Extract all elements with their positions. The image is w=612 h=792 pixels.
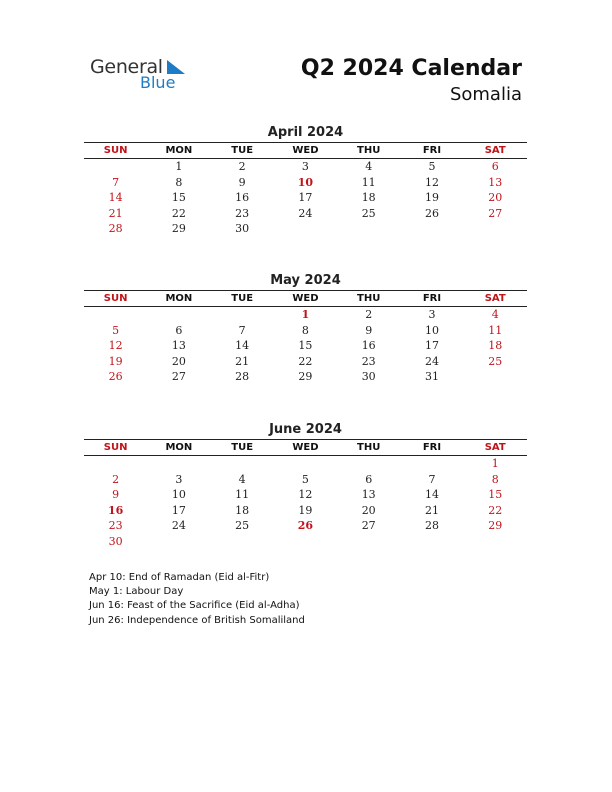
empty-day-cell bbox=[400, 534, 463, 550]
day-cell: 4 bbox=[365, 160, 373, 173]
weekday-header bbox=[84, 290, 527, 307]
day-cell: 11 bbox=[488, 323, 503, 337]
weekday-mon: MON bbox=[165, 293, 193, 304]
empty-day-cell bbox=[211, 307, 274, 323]
day-cell: 10 bbox=[297, 175, 314, 189]
logo-text-blue: Blue bbox=[140, 73, 176, 92]
week-row bbox=[84, 175, 527, 191]
weekday-header bbox=[84, 142, 527, 159]
day-cell: 3 bbox=[175, 472, 183, 486]
day-cell: 14 bbox=[424, 488, 439, 502]
week-row bbox=[84, 206, 527, 222]
week-row bbox=[84, 323, 527, 339]
month-title: May 2024 bbox=[270, 273, 341, 288]
day-cell: 3 bbox=[428, 308, 436, 321]
month-june bbox=[84, 421, 527, 550]
weekday-tue: TUE bbox=[231, 442, 254, 453]
weekday-wed: WED bbox=[292, 442, 319, 453]
day-cell: 9 bbox=[238, 175, 246, 189]
weekday-thu: THU bbox=[357, 145, 381, 156]
day-cell: 13 bbox=[361, 488, 376, 502]
logo-flag-icon bbox=[167, 60, 185, 74]
day-cell: 15 bbox=[171, 191, 186, 205]
day-cell: 12 bbox=[108, 339, 123, 353]
day-cell: 29 bbox=[171, 222, 186, 236]
week-row bbox=[84, 503, 527, 519]
day-cell: 16 bbox=[361, 339, 376, 353]
weekday-sat: SAT bbox=[484, 442, 506, 453]
day-cell: 26 bbox=[297, 519, 314, 533]
day-cell: 21 bbox=[235, 354, 250, 368]
week-row bbox=[84, 472, 527, 488]
weekday-wed: WED bbox=[292, 145, 319, 156]
empty-day-cell bbox=[400, 456, 463, 472]
day-cell: 28 bbox=[424, 519, 439, 533]
empty-day-cell bbox=[464, 534, 527, 550]
day-cell: 2 bbox=[365, 308, 373, 321]
month-title: April 2024 bbox=[267, 125, 344, 140]
day-cell: 20 bbox=[488, 191, 503, 205]
weekday-mon: MON bbox=[165, 442, 193, 453]
empty-day-cell bbox=[147, 456, 210, 472]
month-title: June 2024 bbox=[269, 422, 342, 437]
weekday-wed: WED bbox=[292, 293, 319, 304]
empty-day-cell bbox=[274, 534, 337, 550]
day-cell: 5 bbox=[301, 472, 309, 486]
day-cell: 15 bbox=[488, 488, 503, 502]
week-row bbox=[84, 456, 527, 472]
day-cell: 10 bbox=[424, 323, 439, 337]
day-cell: 16 bbox=[107, 503, 124, 517]
day-cell: 12 bbox=[424, 175, 439, 189]
empty-day-cell bbox=[84, 456, 147, 472]
day-cell: 6 bbox=[491, 160, 499, 173]
empty-day-cell bbox=[211, 534, 274, 550]
day-cell: 5 bbox=[112, 323, 120, 337]
day-cell: 5 bbox=[428, 160, 436, 173]
day-cell: 20 bbox=[361, 503, 376, 517]
day-cell: 2 bbox=[238, 160, 246, 173]
empty-day-cell bbox=[337, 534, 400, 550]
day-cell: 14 bbox=[108, 191, 123, 205]
day-cell: 21 bbox=[424, 503, 439, 517]
weekday-sat: SAT bbox=[484, 145, 506, 156]
day-cell: 19 bbox=[424, 191, 439, 205]
day-cell: 11 bbox=[235, 488, 250, 502]
day-cell: 23 bbox=[361, 354, 376, 368]
weekday-mon: MON bbox=[165, 145, 193, 156]
weekday-tue: TUE bbox=[231, 293, 254, 304]
weekday-header bbox=[84, 439, 527, 456]
day-cell: 24 bbox=[298, 206, 313, 220]
day-cell: 7 bbox=[428, 472, 436, 486]
empty-day-cell bbox=[274, 456, 337, 472]
holiday-note: Jun 26: Independence of British Somaliland bbox=[89, 614, 305, 626]
week-row bbox=[84, 338, 527, 354]
weekday-thu: THU bbox=[357, 442, 381, 453]
day-cell: 27 bbox=[171, 370, 186, 384]
day-cell: 16 bbox=[235, 191, 250, 205]
empty-day-cell bbox=[400, 221, 463, 237]
brand-logo bbox=[90, 56, 190, 96]
day-cell: 18 bbox=[235, 503, 250, 517]
weekday-fri: FRI bbox=[422, 145, 442, 156]
day-cell: 4 bbox=[491, 308, 499, 321]
empty-day-cell bbox=[464, 221, 527, 237]
day-cell: 22 bbox=[298, 354, 313, 368]
day-cell: 7 bbox=[238, 323, 246, 337]
day-cell: 30 bbox=[361, 370, 376, 384]
day-cell: 13 bbox=[488, 175, 503, 189]
day-cell: 1 bbox=[175, 160, 183, 173]
holiday-note: May 1: Labour Day bbox=[89, 586, 184, 598]
day-cell: 18 bbox=[361, 191, 376, 205]
week-row bbox=[84, 221, 527, 237]
day-cell: 22 bbox=[171, 206, 186, 220]
week-row bbox=[84, 534, 527, 550]
day-cell: 27 bbox=[361, 519, 376, 533]
month-may bbox=[84, 272, 527, 385]
day-cell: 31 bbox=[424, 370, 439, 384]
day-cell: 21 bbox=[108, 206, 123, 220]
day-cell: 19 bbox=[298, 503, 313, 517]
day-cell: 25 bbox=[488, 354, 503, 368]
week-row bbox=[84, 190, 527, 206]
day-cell: 28 bbox=[235, 370, 250, 384]
day-cell: 8 bbox=[491, 472, 499, 486]
day-cell: 24 bbox=[171, 519, 186, 533]
day-cell: 9 bbox=[112, 488, 120, 502]
day-cell: 30 bbox=[235, 222, 250, 236]
empty-day-cell bbox=[274, 221, 337, 237]
weekday-sat: SAT bbox=[484, 293, 506, 304]
country-name: Somalia bbox=[449, 84, 522, 105]
month-april bbox=[84, 124, 527, 237]
day-cell: 6 bbox=[175, 323, 183, 337]
day-cell: 8 bbox=[301, 323, 309, 337]
holiday-note: Apr 10: End of Ramadan (Eid al-Fitr) bbox=[89, 572, 270, 583]
day-cell: 6 bbox=[365, 472, 373, 486]
empty-day-cell bbox=[84, 159, 147, 175]
day-cell: 17 bbox=[424, 339, 439, 353]
day-cell: 18 bbox=[488, 339, 503, 353]
day-cell: 1 bbox=[491, 457, 499, 470]
day-cell: 20 bbox=[171, 354, 186, 368]
week-row bbox=[84, 369, 527, 385]
day-cell: 4 bbox=[238, 472, 246, 486]
week-row bbox=[84, 307, 527, 323]
day-cell: 29 bbox=[298, 370, 313, 384]
day-cell: 23 bbox=[235, 206, 250, 220]
day-cell: 8 bbox=[175, 175, 183, 189]
week-row bbox=[84, 354, 527, 370]
holiday-note: Jun 16: Feast of the Sacrifice (Eid al-Adha) bbox=[89, 600, 300, 612]
holiday-notes bbox=[89, 571, 305, 628]
weekday-fri: FRI bbox=[422, 293, 442, 304]
day-cell: 29 bbox=[488, 519, 503, 533]
day-cell: 15 bbox=[298, 339, 313, 353]
empty-day-cell bbox=[337, 221, 400, 237]
day-cell: 3 bbox=[301, 160, 309, 173]
page-title: Q2 2024 Calendar bbox=[300, 56, 522, 81]
day-cell: 13 bbox=[171, 339, 186, 353]
week-row bbox=[84, 487, 527, 503]
weekday-tue: TUE bbox=[231, 145, 254, 156]
day-cell: 23 bbox=[108, 519, 123, 533]
day-cell: 9 bbox=[365, 323, 373, 337]
logo-text-general: General bbox=[90, 56, 163, 78]
empty-day-cell bbox=[147, 534, 210, 550]
day-cell: 2 bbox=[112, 472, 120, 486]
empty-day-cell bbox=[84, 307, 147, 323]
day-cell: 28 bbox=[108, 222, 123, 236]
day-cell: 30 bbox=[108, 534, 123, 548]
day-cell: 27 bbox=[488, 206, 503, 220]
day-cell: 12 bbox=[298, 488, 313, 502]
day-cell: 10 bbox=[171, 488, 186, 502]
weekday-sun: SUN bbox=[103, 145, 128, 156]
day-cell: 7 bbox=[112, 175, 120, 189]
day-cell: 26 bbox=[424, 206, 439, 220]
day-cell: 1 bbox=[301, 308, 310, 321]
weekday-sun: SUN bbox=[103, 293, 128, 304]
day-cell: 24 bbox=[424, 354, 439, 368]
weekday-fri: FRI bbox=[422, 442, 442, 453]
day-cell: 19 bbox=[108, 354, 123, 368]
empty-day-cell bbox=[464, 369, 527, 385]
day-cell: 14 bbox=[235, 339, 250, 353]
day-cell: 26 bbox=[108, 370, 123, 384]
week-row bbox=[84, 159, 527, 175]
day-cell: 25 bbox=[361, 206, 376, 220]
week-row bbox=[84, 518, 527, 534]
day-cell: 22 bbox=[488, 503, 503, 517]
empty-day-cell bbox=[147, 307, 210, 323]
day-cell: 11 bbox=[361, 175, 376, 189]
day-cell: 25 bbox=[235, 519, 250, 533]
empty-day-cell bbox=[211, 456, 274, 472]
day-cell: 17 bbox=[171, 503, 186, 517]
day-cell: 17 bbox=[298, 191, 313, 205]
empty-day-cell bbox=[337, 456, 400, 472]
weekday-thu: THU bbox=[357, 293, 381, 304]
weekday-sun: SUN bbox=[103, 442, 128, 453]
